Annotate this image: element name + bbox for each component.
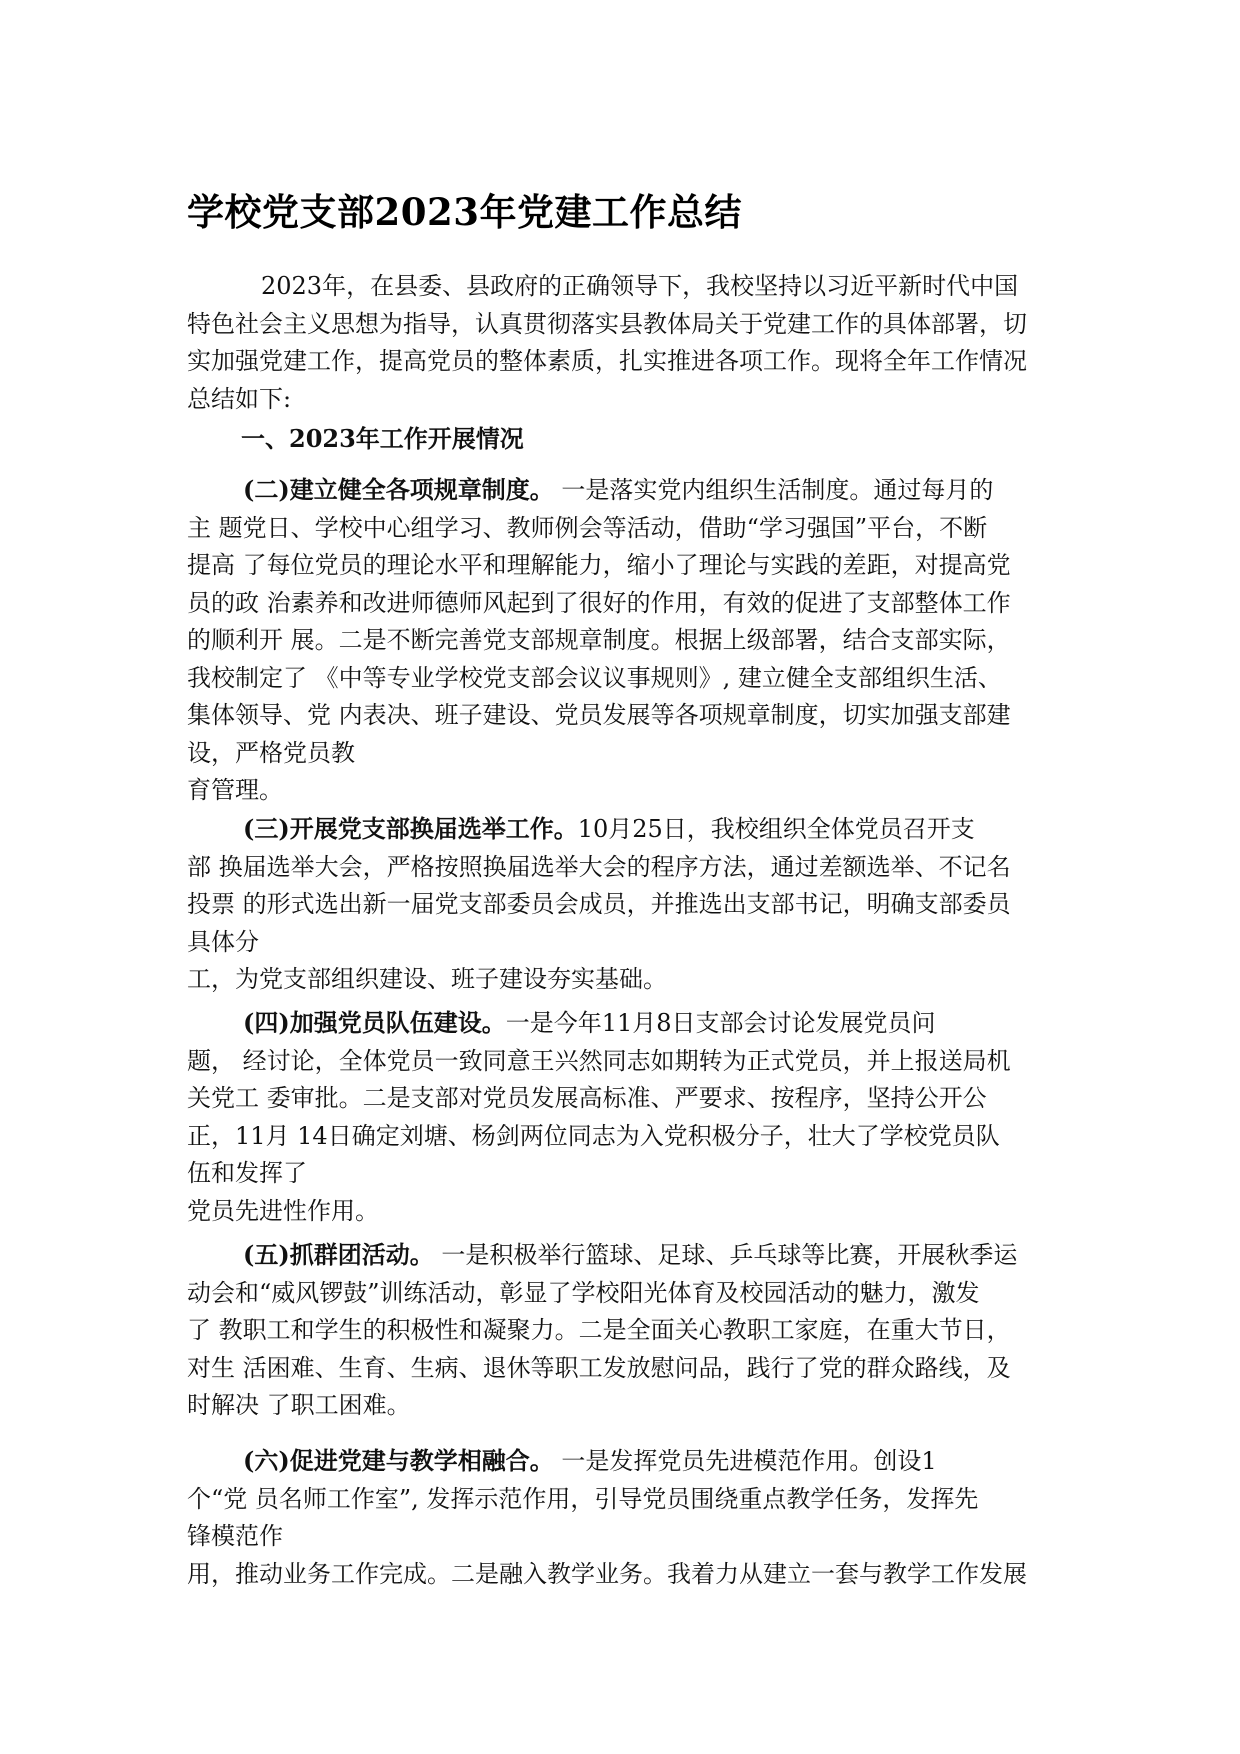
intro-line: 特色社会主义思想为指导，认真贯彻落实县教体局关于党建工作的具体部署，切 [187, 309, 1027, 338]
section-4-line: 一是今年11月8日支部会讨论发展党员问 [505, 1009, 936, 1037]
section-3-line: 投票 的形式选出新一届党支部委员会成员，并推选出支部书记，明确支部委员 [187, 890, 1011, 918]
section-3-line: 具体分 [187, 927, 259, 956]
section-5-line: 一是积极举行篮球、足球、乒乓球等比赛，开展秋季运 [433, 1241, 1018, 1269]
section-2-line: 我校制定了 《中等专业学校党支部会议议事规则》, 建立健全支部组织生活、 [187, 663, 1002, 692]
section-5-line: 对生 活困难、生育、生病、退休等职工发放慰问品，践行了党的群众路线，及 [187, 1353, 1011, 1382]
section-2-line: 主 题党日、学校中心组学习、教师例会等活动，借助“学习强国”平台，不断 [187, 513, 988, 542]
section-3-heading: (三)开展党支部换届选举工作。 [243, 814, 578, 843]
intro-paragraph [187, 268, 1053, 418]
section-6-heading: (六)促进党建与教学相融合。 [243, 1446, 554, 1475]
section-4-paragraph [187, 1004, 1053, 1230]
section-2-line: 育管理。 [187, 776, 283, 804]
section-2-line: 提高 了每位党员的理论水平和理解能力，缩小了理论与实践的差距，对提高党 [187, 551, 1011, 579]
section-4-line: 伍和发挥了 [187, 1159, 307, 1187]
section-2-line: 的顺利开 展。二是不断完善党支部规章制度。根据上级部署，结合支部实际， [187, 626, 1011, 654]
section-4-line: 关党工 委审批。二是支部对党员发展高标准、严要求、按程序，坚持公开公 [187, 1084, 987, 1112]
section-4-line: 党员先进性作用。 [187, 1196, 379, 1225]
section-5-heading: (五)抓群团活动。 [243, 1240, 434, 1269]
section-heading: 一、2023年工作开展情况 [241, 424, 524, 453]
intro-line: 总结如下: [187, 384, 292, 413]
section-6-line: 一是发挥党员先进模范作用。创设1 [553, 1447, 937, 1475]
document-title: 学校党支部2023年党建工作总结 [187, 190, 742, 234]
intro-line: 2023年，在县委、县政府的正确领导下，我校坚持以习近平新时代中国 [261, 272, 1019, 300]
section-5-line: 时解决 了职工困难。 [187, 1391, 411, 1419]
section-2-heading: (二)建立健全各项规章制度。 [243, 475, 554, 504]
section-3-line: 部 换届选举大会，严格按照换届选举大会的程序方法，通过差额选举、不记名 [187, 852, 1011, 881]
section-4-heading: (四)加强党员队伍建设。 [243, 1008, 506, 1037]
section-3-line: 10月25日，我校组织全体党员召开支 [577, 815, 975, 843]
section-6-line: 用，推动业务工作完成。二是融入教学业务。我着力从建立一套与教学工作发展 [187, 1559, 1027, 1588]
section-2-line: 一是落实党内组织生活制度。通过每月的 [553, 476, 994, 504]
section-6-line: 个“党 员名师工作室”, 发挥示范作用，引导党员围绕重点教学任务，发挥先 [187, 1484, 979, 1513]
section-2-line: 员的政 治素养和改进师德师风起到了很好的作用，有效的促进了支部整体工作 [187, 588, 1011, 617]
section-2-paragraph [187, 471, 1053, 810]
section-5-line: 了 教职工和学生的积极性和凝聚力。二是全面关心教职工家庭，在重大节日， [187, 1316, 1011, 1344]
section-3-line: 工，为党支部组织建设、班子建设夯实基础。 [187, 965, 667, 993]
section-3-paragraph [187, 810, 1053, 999]
section-5-line: 动会和“威风锣鼓”训练活动，彰显了学校阳光体育及校园活动的魅力，激发 [187, 1278, 980, 1307]
section-6-line: 锋模范作 [187, 1522, 283, 1550]
section-2-line: 集体领导、党 内表决、班子建设、党员发展等各项规章制度，切实加强支部建 [187, 701, 1011, 729]
section-5-paragraph [187, 1236, 1053, 1425]
section-4-line: 正，11月 14日确定刘塘、杨剑两位同志为入党积极分子，壮大了学校党员队 [187, 1121, 1000, 1150]
section-2-line: 设，严格党员教 [187, 738, 355, 767]
intro-line: 实加强党建工作，提高党员的整体素质，扎实推进各项工作。现将全年工作情况 [187, 347, 1027, 375]
section-4-line: 题， 经讨论，全体党员一致同意王兴然同志如期转为正式党员，并上报送局机 [187, 1046, 1011, 1075]
section-6-paragraph [187, 1442, 1053, 1593]
